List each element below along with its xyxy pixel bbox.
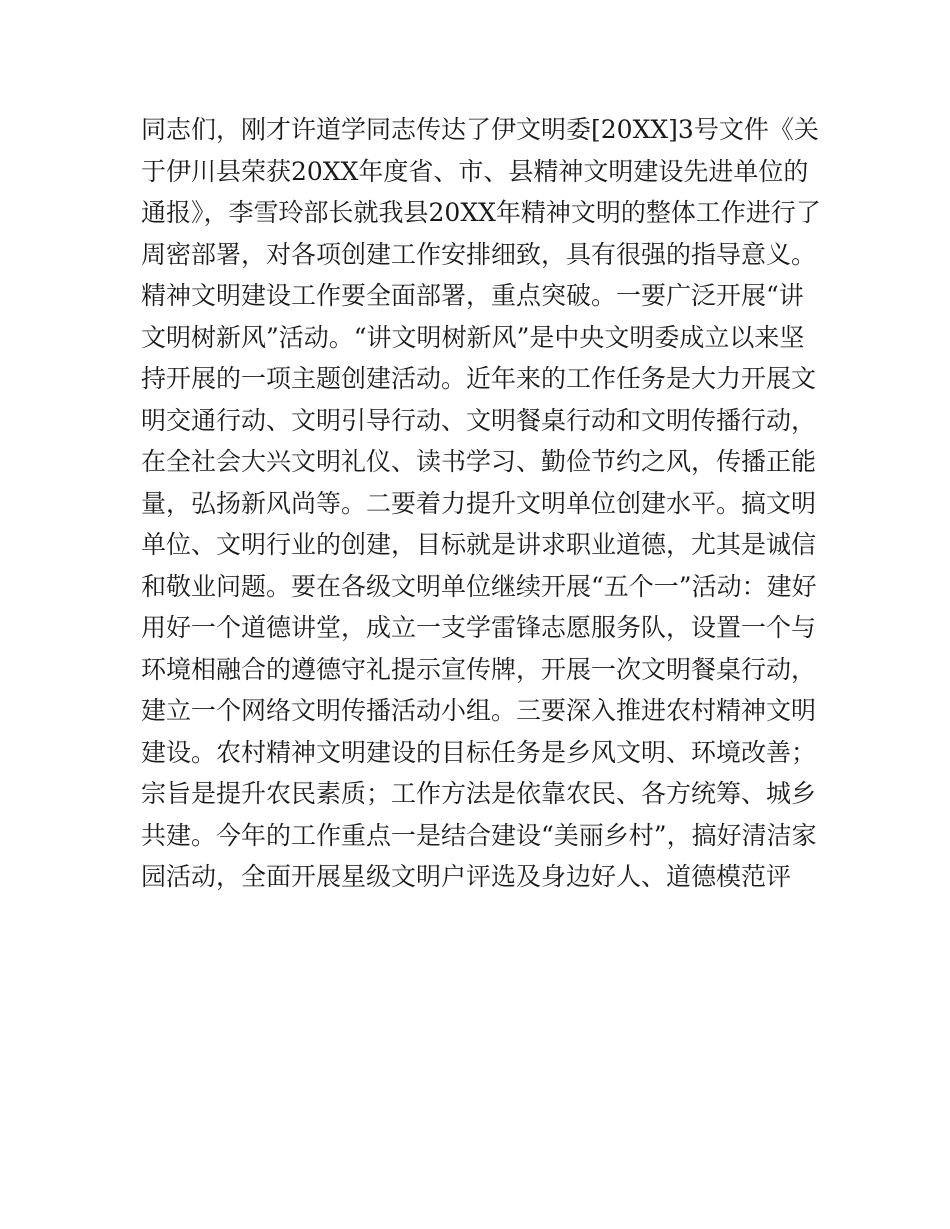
document-body	[141, 109, 821, 898]
paragraph-opening: 同志们，刚才许道学同志传达了伊文明委[20XX]3号文件《关于伊川县荣获20XX年度省、市、县精神文明建设先进单位的通报》，李雪玲部长就我县20XX年精神文明的整体工作进行了周密部署，对各项创建工作安排细致，具有很强的指导意义。	[141, 115, 821, 269]
paragraph-main: 精神文明建设工作要全面部署，重点突破。一要广泛开展“讲文明树新风”活动。“讲文明树新风”是中央文明委成立以来坚持开展的一项主题创建活动。近年来的工作任务是大力开展文明交通行动、文明引导行动、文明餐桌行动和文明传播行动，在全社会大兴文明礼仪、读书学习、勤俭节约之风，传播正能量，弘扬新风尚等。二要着力提升文明单位创建水平。搞文明单位、文明行业的创建，目标就是讲求职业道德，尤其是诚信和敬业问题。要在各级文明单位继续开展“五个一”活动：建好用好一个道德讲堂，成立一支学雷锋志愿服务队，设置一个与环境相融合的遵德守礼提示宣传牌，开展一次文明餐桌行动，建立一个网络文明传播活动小组。三要深入推进农村精神文明建设。农村精神文明建设的目标任务是乡风文明、环境改善；宗旨是提升农民素质；工作方法是依靠农民、各方统筹、城乡共建。今年的工作重点一是结合建设“美丽乡村”，搞好清洁家园活动，全面开展星级文明户评选及身边好人、道德模范评	[141, 281, 817, 891]
